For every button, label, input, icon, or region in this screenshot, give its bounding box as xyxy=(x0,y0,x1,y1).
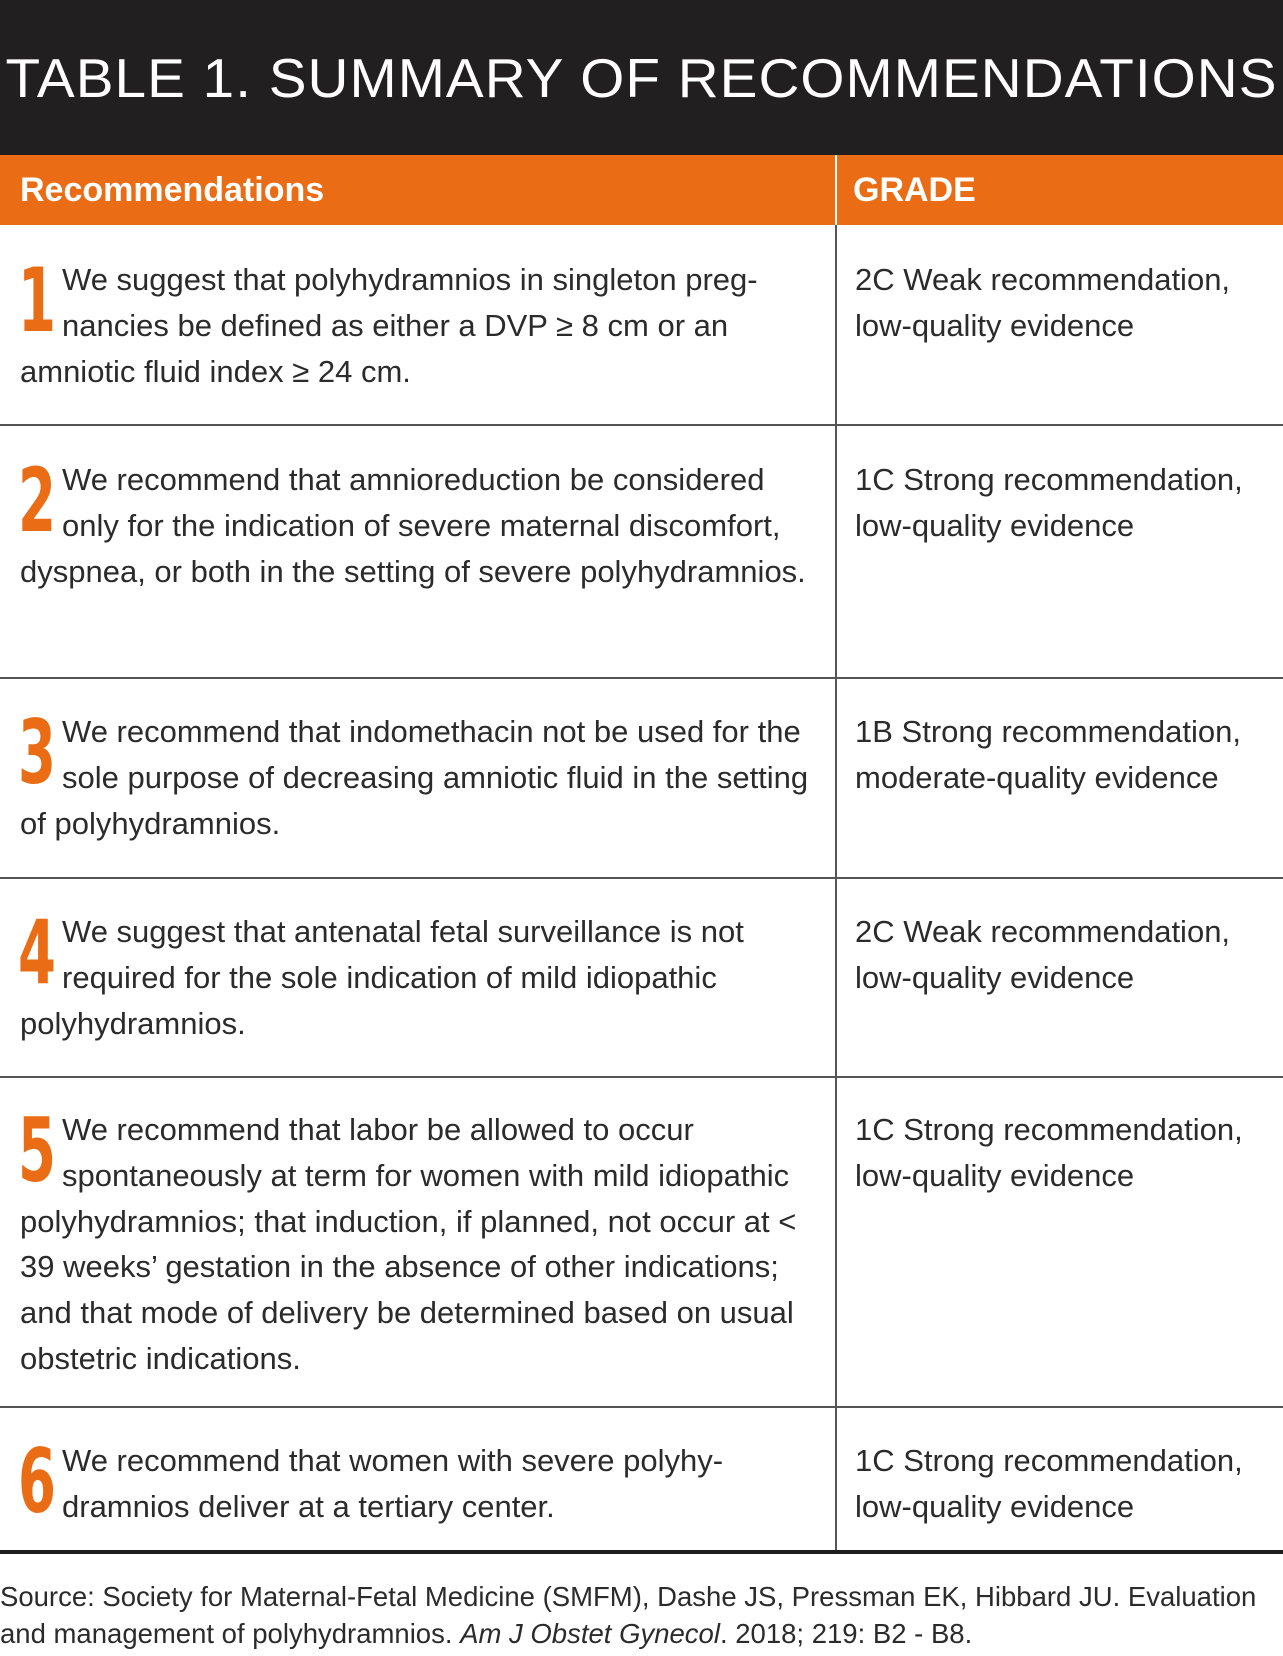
table-row xyxy=(0,879,1283,1078)
recommendation-text: We suggest that polyhydramnios in singleton pregnancies be defined as either a DVP ≥ 8 cm or an amniotic fluid index ≥ 24 cm. xyxy=(20,262,758,389)
header-recommendations: Recommendations xyxy=(20,171,325,209)
source-details: . 2018; 219: B2 - B8. xyxy=(719,1618,973,1649)
recommendation-text: We suggest that antenatal fetal surveillance is not required for the sole indication of mild idiopathic polyhydramnios. xyxy=(20,914,744,1041)
recommendation-cell xyxy=(18,1099,820,1382)
table-row xyxy=(0,426,1283,679)
grade-cell: 1B Strong recommendation, moderate-quality evidence xyxy=(855,714,1241,795)
grade-cell: 2C Weak recommendation, low-quality evidence xyxy=(855,914,1231,995)
source-text: Source: Society for Maternal-Fetal Medicine (SMFM), Dashe JS, Pressman EK, Hibbard JU. Evaluation and management of polyhydramnios. xyxy=(0,1581,1257,1649)
table-row xyxy=(0,1408,1283,1554)
recommendation-number: 6 xyxy=(18,1430,56,1533)
grade-cell: 2C Weak recommendation, low-quality evidence xyxy=(855,262,1231,343)
table-header-row xyxy=(0,155,1283,225)
grade-cell: 1C Strong recommendation, low-quality evidence xyxy=(855,462,1243,543)
grade-cell: 1C Strong recommendation, low-quality evidence xyxy=(855,1112,1243,1193)
recommendation-text: We recommend that women with severe polyhydramnios deliver at a tertiary center. xyxy=(62,1443,724,1524)
table-row xyxy=(0,679,1283,879)
recommendation-cell xyxy=(18,449,820,594)
header-divider xyxy=(835,155,837,225)
grade-cell: 1C Strong recommendation, low-quality evidence xyxy=(855,1443,1243,1524)
table-title: TABLE 1. SUMMARY OF RECOMMENDATIONS xyxy=(5,46,1278,109)
recommendation-cell xyxy=(18,1430,820,1533)
recommendation-cell xyxy=(18,901,820,1046)
recommendation-text: We recommend that labor be allowed to occur spontaneously at term for women with mild idiopathic polyhydramnios; that induction, if planned, not occur at < 39 weeks’ gestation in the absence of other indications; and that mode of delivery be determined based on usual obstetric indications. xyxy=(20,1112,797,1376)
table-row xyxy=(0,1078,1283,1408)
source-journal: Am J Obstet Gynecol xyxy=(460,1618,720,1649)
recommendation-number: 4 xyxy=(18,901,56,1004)
recommendation-number: 2 xyxy=(18,449,56,552)
source-citation xyxy=(0,1578,1283,1652)
recommendation-number: 5 xyxy=(18,1099,56,1202)
recommendation-text: We recommend that amnioreduction be considered only for the indication of severe maternal discomfort, dyspnea, or both in the setting of severe polyhydramnios. xyxy=(20,462,806,589)
header-grade: GRADE xyxy=(853,171,976,209)
table-row xyxy=(0,225,1283,426)
recommendation-cell xyxy=(18,249,820,394)
recommendation-number: 1 xyxy=(18,249,56,352)
recommendation-text: We recommend that indomethacin not be used for the sole purpose of decreasing amniotic fluid in the setting of polyhydramnios. xyxy=(20,714,809,841)
recommendation-cell xyxy=(18,701,820,846)
recommendation-number: 3 xyxy=(18,701,56,804)
title-bar xyxy=(0,0,1283,155)
